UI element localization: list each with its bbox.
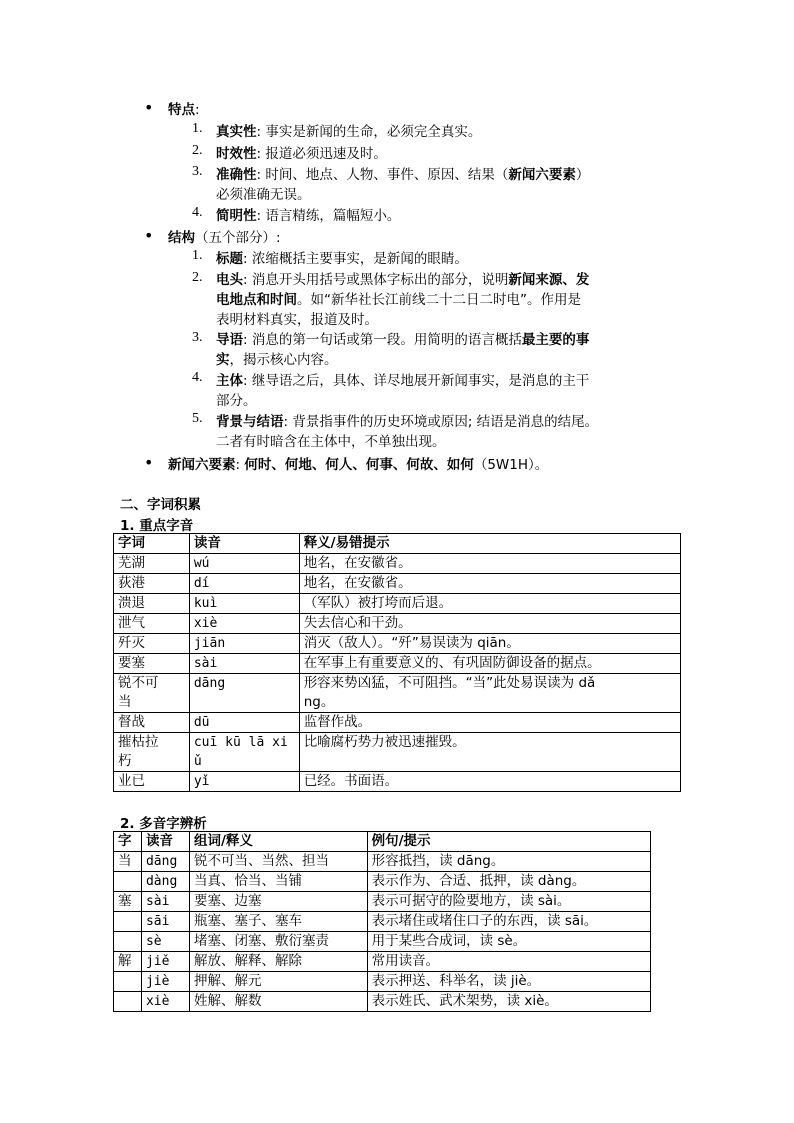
table-row xyxy=(114,654,681,674)
table-row xyxy=(114,852,651,872)
hint-cell: 常用读音。 xyxy=(367,952,650,972)
pinyin-cell: jiě xyxy=(141,952,189,972)
char-cell: 解 xyxy=(114,952,142,972)
words-cell: 锐不可当、当然、担当 xyxy=(189,852,367,872)
table-row xyxy=(114,634,681,654)
hint-cell: 用于某些合成词，读 sè。 xyxy=(367,932,650,952)
structure-term: 背景与结语 xyxy=(216,414,284,430)
pinyin-cell: sài xyxy=(189,654,299,674)
note-line: ng。 xyxy=(303,694,335,710)
section-title: 二、字词积累 xyxy=(120,497,201,513)
structure-item xyxy=(216,268,589,288)
structure-term: 导语 xyxy=(216,332,243,348)
words-cell: 要塞、边塞 xyxy=(189,892,367,912)
hint-cell: 表示押送、科举名，读 jiè。 xyxy=(367,972,650,992)
note-cell: 失去信心和干劲。 xyxy=(299,614,680,634)
six-elements-label: 新闻六要素 xyxy=(168,457,236,473)
table-row xyxy=(114,594,681,614)
structure-heading xyxy=(168,226,281,246)
word-cell: 要塞 xyxy=(114,654,190,674)
column-header: 读音 xyxy=(141,832,189,852)
table-row xyxy=(114,772,681,792)
structure-title: 结构 xyxy=(168,230,195,246)
note-cell: 消灭（敌人）。“歼”易误读为 qiān。 xyxy=(299,634,680,654)
pinyin-line: ǔ xyxy=(193,754,202,769)
pinyin-cell: jiān xyxy=(189,634,299,654)
table-header-row xyxy=(114,832,651,852)
word-cell: 芜湖 xyxy=(114,554,190,574)
words-cell: 押解、解元 xyxy=(189,972,367,992)
pinyin-cell: xiè xyxy=(189,614,299,634)
column-header: 组词/释义 xyxy=(189,832,367,852)
table-row xyxy=(114,912,651,932)
feature-text: : 报道必须迅速及时。 xyxy=(256,146,387,162)
structure-item xyxy=(216,328,589,348)
structure-term: 电头 xyxy=(216,272,243,288)
table-row xyxy=(114,952,651,972)
note-cell: 在军事上有重要意义的、有巩固防御设备的据点。 xyxy=(299,654,680,674)
feature-term: 时效性 xyxy=(216,146,257,162)
feature-item xyxy=(216,163,589,183)
table-row xyxy=(114,932,651,952)
structure-term: 主体 xyxy=(216,373,243,389)
feature-num: 4. xyxy=(192,205,203,220)
feature-text: : 语言精练，篇幅短小。 xyxy=(256,208,401,224)
bullet-dot: • xyxy=(144,226,154,245)
words-cell: 姓解、解数 xyxy=(189,992,367,1012)
structure-item xyxy=(216,247,468,267)
structure-item-cont: 二者有时暗含在主体中，不单独出现。 xyxy=(216,434,446,450)
words-cell: 瓶塞、塞子、塞车 xyxy=(189,912,367,932)
structure-item-cont xyxy=(216,348,338,368)
feature-bold: 新闻六要素 xyxy=(508,167,576,183)
table-row xyxy=(114,972,651,992)
table-row xyxy=(114,713,681,733)
words-cell: 解放、解释、解除 xyxy=(189,952,367,972)
pinyin-cell: sè xyxy=(141,932,189,952)
pinyin-cell: dàng xyxy=(141,872,189,892)
word-line: 锐不可 xyxy=(118,675,159,691)
structure-text: : 背景指事件的历史环境或原因; 结语是消息的结尾。 xyxy=(283,414,599,430)
feature-num: 2. xyxy=(192,143,203,158)
column-header: 读音 xyxy=(189,534,299,554)
feature-num: 3. xyxy=(192,164,203,179)
feature-item xyxy=(216,204,400,224)
hint-cell: 表示可据守的险要地方，读 sài。 xyxy=(367,892,650,912)
column-header: 字词 xyxy=(114,534,190,554)
bullet-dot: • xyxy=(144,98,154,117)
six-elements-suffix: （5W1H）。 xyxy=(473,457,549,473)
pinyin-cell: sāi xyxy=(141,912,189,932)
pinyin-cell: dāng xyxy=(141,852,189,872)
feature-item xyxy=(216,142,387,162)
structure-text: : 消息开头用括号或黑体字标出的部分，说明 xyxy=(243,272,509,288)
structure-text: : 消息的第一句话或第一段。用简明的语言概括 xyxy=(243,332,522,348)
structure-item-cont: 表明材料真实，报道及时。 xyxy=(216,312,378,328)
pinyin-cell: sài xyxy=(141,892,189,912)
structure-bold: 新闻来源、发 xyxy=(508,272,590,288)
feature-item xyxy=(216,120,481,140)
char-cell xyxy=(114,972,142,992)
feature-text: : 时间、地点、人物、事件、原因、结果（ xyxy=(256,167,509,183)
features-title: 特点 xyxy=(168,102,195,118)
word-cell: 溃退 xyxy=(114,594,190,614)
table-header-row xyxy=(114,534,681,554)
pinyin-cell: dū xyxy=(189,713,299,733)
subsection-title: 2. 多音字辨析 xyxy=(120,816,207,832)
table-row xyxy=(114,614,681,634)
structure-item-cont: 部分。 xyxy=(216,393,257,409)
structure-num: 3. xyxy=(192,330,203,345)
word-cell: 业已 xyxy=(114,772,190,792)
pinyin-cell xyxy=(189,733,299,772)
word-line: 摧枯拉 xyxy=(118,734,159,750)
structure-bold: 实 xyxy=(216,352,230,368)
feature-term: 真实性 xyxy=(216,124,257,140)
structure-num: 4. xyxy=(192,370,203,385)
structure-item xyxy=(216,369,589,389)
structure-text: ，揭示核心内容。 xyxy=(229,352,338,368)
structure-text: 。如“新华社长江前线二十二日二时电”。作用是 xyxy=(297,292,581,308)
pinyin-cell: yǐ xyxy=(189,772,299,792)
word-cell: 督战 xyxy=(114,713,190,733)
note-cell: 已经。书面语。 xyxy=(299,772,680,792)
pinyin-cell: wú xyxy=(189,554,299,574)
pinyin-cell: xiè xyxy=(141,992,189,1012)
feature-num: 1. xyxy=(192,121,203,136)
structure-item xyxy=(216,410,598,430)
char-cell xyxy=(114,932,142,952)
words-cell: 当真、恰当、当铺 xyxy=(189,872,367,892)
features-colon: : xyxy=(195,102,200,118)
note-cell: 地名，在安徽省。 xyxy=(299,554,680,574)
word-cell: 荻港 xyxy=(114,574,190,594)
word-cell: 歼灭 xyxy=(114,634,190,654)
char-cell: 塞 xyxy=(114,892,142,912)
word-line: 朽 xyxy=(118,753,132,769)
structure-text: : 浓缩概括主要事实，是新闻的眼睛。 xyxy=(243,251,468,267)
structure-num: 2. xyxy=(192,270,203,285)
note-cell: 地名，在安徽省。 xyxy=(299,574,680,594)
char-cell xyxy=(114,872,142,892)
structure-num: 5. xyxy=(192,411,203,426)
bullet-dot: • xyxy=(144,453,154,472)
char-cell xyxy=(114,992,142,1012)
six-elements xyxy=(168,453,548,473)
note-cell: 监督作战。 xyxy=(299,713,680,733)
pinyin-cell: jiè xyxy=(141,972,189,992)
polyphone-table xyxy=(113,831,651,1012)
hint-cell: 表示姓氏、武术架势，读 xiè。 xyxy=(367,992,650,1012)
structure-item-cont xyxy=(216,288,581,308)
word-cell xyxy=(114,733,190,772)
pinyin-cell: dāng xyxy=(189,674,299,713)
structure-subtitle: （五个部分）: xyxy=(195,230,281,246)
feature-term: 准确性 xyxy=(216,167,257,183)
word-cell: 泄气 xyxy=(114,614,190,634)
hint-cell: 表示堵住或堵住口子的东西，读 sāi。 xyxy=(367,912,650,932)
six-elements-colon: : xyxy=(235,457,245,473)
words-cell: 堵塞、闭塞、敷衍塞责 xyxy=(189,932,367,952)
note-line: 形容来势凶猛，不可阻挡。“当”此处易误读为 dǎ xyxy=(303,675,596,691)
structure-bold: 最主要的事 xyxy=(521,332,590,348)
structure-num: 1. xyxy=(192,248,203,263)
char-cell xyxy=(114,912,142,932)
feature-text: ） xyxy=(575,167,590,183)
table-row xyxy=(114,872,651,892)
note-cell xyxy=(299,674,680,713)
table-row xyxy=(114,992,651,1012)
six-elements-value: 何时、何地、何人、何事、何故、如何 xyxy=(244,457,474,473)
note-cell: （军队）被打垮而后退。 xyxy=(299,594,680,614)
table-row xyxy=(114,892,651,912)
table-row xyxy=(114,554,681,574)
column-header: 字 xyxy=(114,832,142,852)
structure-term: 标题 xyxy=(216,251,243,267)
pinyin-line: cuī kū lā xi xyxy=(193,735,288,750)
column-header: 例句/提示 xyxy=(367,832,650,852)
table-row xyxy=(114,574,681,594)
pinyin-cell: dí xyxy=(189,574,299,594)
word-line: 当 xyxy=(118,694,132,710)
subsection-title: 1. 重点字音 xyxy=(120,518,194,534)
char-cell: 当 xyxy=(114,852,142,872)
table-row xyxy=(114,733,681,772)
pronunciation-table xyxy=(113,533,681,792)
table-row xyxy=(114,674,681,713)
hint-cell: 形容抵挡，读 dāng。 xyxy=(367,852,650,872)
structure-text: : 继导语之后，具体、详尽地展开新闻事实，是消息的主干 xyxy=(243,373,590,389)
note-cell: 比喻腐朽势力被迅速摧毁。 xyxy=(299,733,680,772)
word-cell xyxy=(114,674,190,713)
features-heading xyxy=(168,98,200,118)
structure-bold: 电地点和时间 xyxy=(216,292,297,308)
hint-cell: 表示作为、合适、抵押，读 dàng。 xyxy=(367,872,650,892)
column-header: 释义/易错提示 xyxy=(299,534,680,554)
feature-item-cont: 必须准确无误。 xyxy=(216,187,311,203)
pinyin-cell: kuì xyxy=(189,594,299,614)
feature-text: : 事实是新闻的生命，必须完全真实。 xyxy=(256,124,482,140)
feature-term: 简明性 xyxy=(216,208,257,224)
